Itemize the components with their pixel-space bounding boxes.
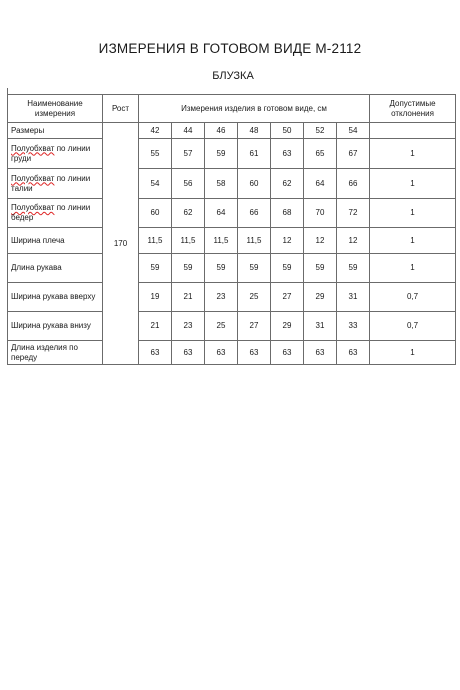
measurement-value-cell: 68 [271, 199, 304, 228]
table-header-row [8, 95, 456, 123]
measurement-value-cell: 58 [205, 169, 238, 199]
measurement-value-cell: 67 [337, 139, 370, 169]
sizes-row [8, 123, 456, 139]
height-value-cell: 170 [103, 123, 139, 365]
measurement-value-cell: 59 [238, 254, 271, 283]
table-row [8, 139, 456, 169]
measurement-value-cell: 59 [205, 254, 238, 283]
measurement-value-cell: 62 [271, 169, 304, 199]
table-row [8, 341, 456, 365]
measurement-value-cell: 66 [337, 169, 370, 199]
measurement-value-cell: 65 [304, 139, 337, 169]
table-row [8, 169, 456, 199]
measurement-value-cell: 29 [271, 312, 304, 341]
measurement-value-cell: 70 [304, 199, 337, 228]
measurement-value-cell: 25 [205, 312, 238, 341]
measurement-value-cell: 59 [172, 254, 205, 283]
measurement-value-cell: 19 [139, 283, 172, 312]
measurement-value-cell: 63 [238, 341, 271, 365]
tolerance-value-cell: 1 [370, 169, 456, 199]
table-row [8, 199, 456, 228]
measurement-name-cell [8, 169, 103, 199]
table-row [8, 283, 456, 312]
measurement-value-cell: 54 [139, 169, 172, 199]
measurement-value-cell: 23 [205, 283, 238, 312]
size-cell: 50 [271, 123, 304, 139]
measurement-value-cell: 57 [172, 139, 205, 169]
sizes-label-cell: Размеры [8, 123, 103, 139]
header-measurements-cell: Измерения изделия в готовом виде, см [139, 95, 370, 123]
size-cell: 52 [304, 123, 337, 139]
measurement-value-cell: 63 [139, 341, 172, 365]
measurement-name-cell [8, 228, 103, 254]
measurement-value-cell: 60 [238, 169, 271, 199]
measurements-table [7, 94, 456, 365]
measurement-value-cell: 12 [337, 228, 370, 254]
measurement-name-text: по линии бедер [11, 203, 91, 222]
measurement-value-cell: 55 [139, 139, 172, 169]
table-row [8, 254, 456, 283]
measurement-name-text: Ширина плеча [11, 235, 65, 245]
measurement-value-cell: 27 [238, 312, 271, 341]
size-cell: 44 [172, 123, 205, 139]
table-row [8, 228, 456, 254]
measurement-value-cell: 59 [205, 139, 238, 169]
measurement-value-cell: 56 [172, 169, 205, 199]
measurement-name-prefix: Полуобхват [11, 203, 55, 212]
size-cell: 42 [139, 123, 172, 139]
size-cell: 48 [238, 123, 271, 139]
measurement-name-text: по линии груди [11, 143, 91, 163]
measurement-value-cell: 61 [238, 139, 271, 169]
measurement-value-cell: 72 [337, 199, 370, 228]
measurement-value-cell: 63 [205, 341, 238, 365]
measurement-value-cell: 66 [238, 199, 271, 228]
measurement-value-cell: 27 [271, 283, 304, 312]
tolerance-value-cell: 1 [370, 199, 456, 228]
tolerance-value-cell: 1 [370, 139, 456, 169]
measurement-value-cell: 64 [205, 199, 238, 228]
measurement-value-cell: 59 [271, 254, 304, 283]
measurement-value-cell: 31 [337, 283, 370, 312]
measurement-name-prefix: Полуобхват [11, 143, 55, 153]
measurement-name-cell [8, 283, 103, 312]
table-row [8, 312, 456, 341]
measurement-name-cell [8, 341, 103, 365]
measurement-value-cell: 63 [337, 341, 370, 365]
measurement-value-cell: 21 [172, 283, 205, 312]
measurement-value-cell: 60 [139, 199, 172, 228]
measurement-value-cell: 31 [304, 312, 337, 341]
measurement-value-cell: 11,5 [172, 228, 205, 254]
measurement-value-cell: 23 [172, 312, 205, 341]
tolerance-value-cell: 1 [370, 254, 456, 283]
measurement-value-cell: 11,5 [205, 228, 238, 254]
header-tolerance-cell: Допустимые отклонения [370, 95, 456, 123]
document-subtitle: БЛУЗКА [212, 70, 254, 82]
tolerance-value-cell: 1 [370, 228, 456, 254]
size-cell: 54 [337, 123, 370, 139]
measurement-name-cell [8, 254, 103, 283]
measurement-value-cell: 29 [304, 283, 337, 312]
measurement-value-cell: 12 [271, 228, 304, 254]
measurement-value-cell: 33 [337, 312, 370, 341]
measurement-value-cell: 63 [172, 341, 205, 365]
measurement-value-cell: 59 [139, 254, 172, 283]
measurement-value-cell: 21 [139, 312, 172, 341]
measurement-value-cell: 63 [304, 341, 337, 365]
measurement-value-cell: 64 [304, 169, 337, 199]
measurement-value-cell: 63 [271, 341, 304, 365]
tolerance-value-cell: 0,7 [370, 312, 456, 341]
measurement-name-cell [8, 139, 103, 169]
measurement-name-text: Ширина рукава вверху [11, 292, 96, 301]
measurement-name-text: Длина рукава [11, 263, 62, 272]
measurement-value-cell: 59 [304, 254, 337, 283]
measurement-value-cell: 25 [238, 283, 271, 312]
measurement-name-text: по линии талии [11, 173, 91, 193]
header-height-cell: Рост [103, 95, 139, 123]
tolerance-value-cell: 0,7 [370, 283, 456, 312]
header-name-cell: Наименование измерения [8, 95, 103, 123]
document-title: ИЗМЕРЕНИЯ В ГОТОВОМ ВИДЕ М-2112 [98, 41, 362, 56]
measurement-value-cell: 11,5 [238, 228, 271, 254]
measurement-name-prefix: Полуобхват [11, 173, 55, 183]
measurement-value-cell: 62 [172, 199, 205, 228]
measurement-value-cell: 12 [304, 228, 337, 254]
tolerance-value-cell: 1 [370, 341, 456, 365]
tolerance-empty-cell [370, 123, 456, 139]
measurement-value-cell: 11,5 [139, 228, 172, 254]
measurement-name-cell [8, 199, 103, 228]
measurement-name-text: Ширина рукава внизу [11, 321, 91, 330]
measurement-name-text: Длина изделия по переду [11, 342, 78, 362]
measurement-value-cell: 59 [337, 254, 370, 283]
measurement-value-cell: 63 [271, 139, 304, 169]
size-cell: 46 [205, 123, 238, 139]
measurement-name-cell [8, 312, 103, 341]
